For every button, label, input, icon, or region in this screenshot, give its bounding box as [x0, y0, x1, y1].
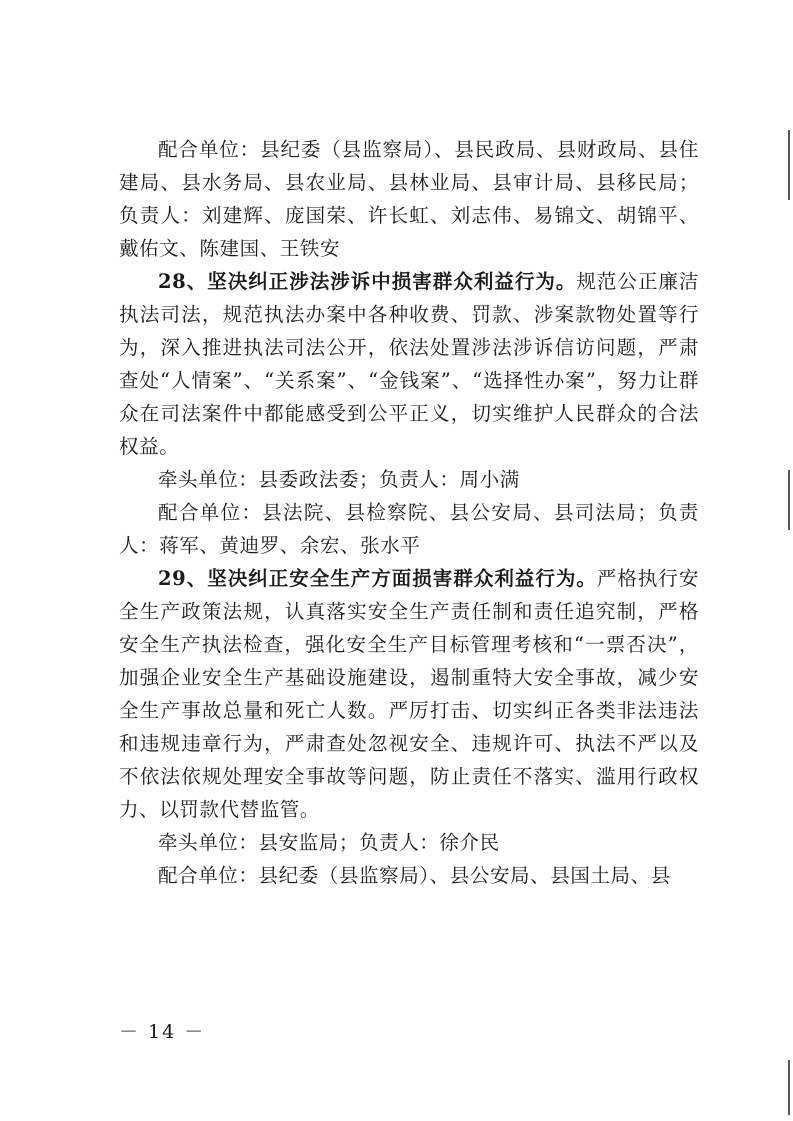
paragraph-3-text: 牵头单位：县委政法委；负责人：周小满: [158, 468, 520, 491]
paragraph-3: [119, 463, 699, 496]
scan-edge-mark-bottom: [788, 1060, 790, 1115]
paragraph-2-text: 规范公正廉洁执法司法，规范执法办案中各种收费、罚款、涉案款物处置等行为，深入推进执法司法公开，依法处置涉法涉诉信访问题，严肃查处“人情案”、“关系案”、“金钱案”、“选择性办案”，努力让群众在司法案件中都能感受到公平正义，切实维护人民群众的合法权益。: [119, 270, 699, 458]
paragraph-2-lead: 28、坚决纠正涉法涉诉中损害群众利益行为。: [158, 270, 577, 293]
paragraph-6-text: 牵头单位：县安监局；负责人：徐介民: [158, 831, 500, 854]
paragraph-5-lead: 29、坚决纠正安全生产方面损害群众利益行为。: [158, 567, 597, 590]
paragraph-5-text: 严格执行安全生产政策法规，认真落实安全生产责任制和责任追究制，严格安全生产执法检查，强化安全生产目标管理考核和“一票否决”，加强企业安全生产基础设施建设，遏制重特大安全事故，减少安全生产事故总量和死亡人数。严厉打击、切实纠正各类非法违法和违规违章行为，严肃查处忽视安全、违规许可、执法不严以及不依法依规处理安全事故等问题，防止责任不落实、滥用行政权力、以罚款代替监管。: [119, 567, 699, 821]
page-number: － 14 －: [119, 1021, 206, 1043]
scan-edge-mark-top: [788, 130, 790, 200]
paragraph-4: [119, 496, 699, 562]
scan-edge-mark-middle: [788, 470, 790, 530]
paragraph-7: [119, 859, 699, 892]
paragraph-6: [119, 826, 699, 859]
paragraph-7-text: 配合单位：县纪委（县监察局）、县公安局、县国土局、县: [158, 864, 671, 887]
paragraph-2: [119, 265, 699, 463]
paragraph-1-text: 配合单位：县纪委（县监察局）、县民政局、县财政局、县住建局、县水务局、县农业局、县林业局、县审计局、县移民局；负责人：刘建辉、庞国荣、许长虹、刘志伟、易锦文、胡锦平、戴佑文、陈建国、王铁安: [119, 138, 699, 260]
paragraph-1: [119, 133, 699, 265]
paragraph-4-text: 配合单位：县法院、县检察院、县公安局、县司法局；负责人：蒋军、黄迪罗、余宏、张水平: [119, 501, 699, 557]
paragraph-5: [119, 562, 699, 826]
body-text: [119, 133, 699, 892]
